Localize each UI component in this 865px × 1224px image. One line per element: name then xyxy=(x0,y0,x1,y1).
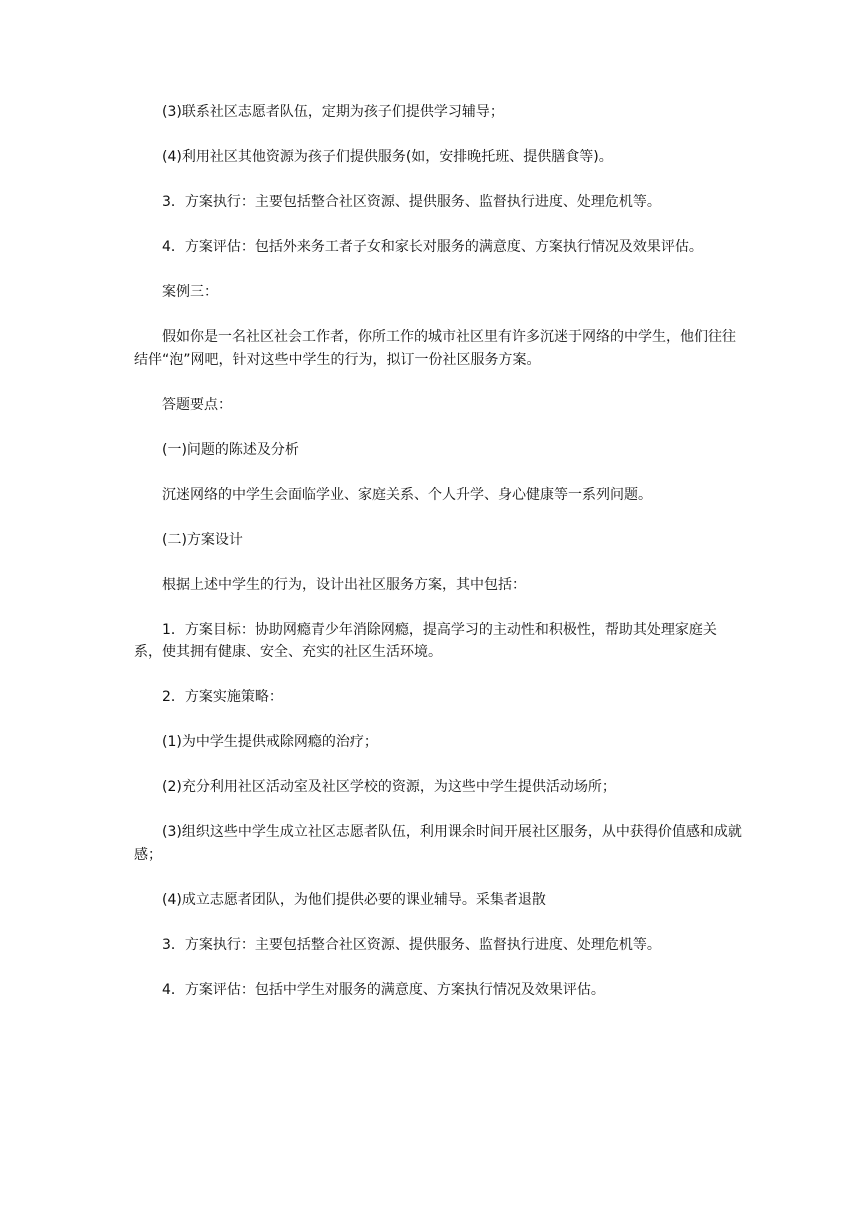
strategy-item-2: (2)充分利用社区活动室及社区学校的资源，为这些中学生提供活动场所； xyxy=(162,779,616,795)
case-three-heading: 案例三： xyxy=(162,284,218,300)
strategy-item-3: (3)组织这些中学生成立社区志愿者队伍，利用课余时间开展社区服务，从中获得价值感和成就感； xyxy=(134,824,742,863)
paragraph-3: 3．方案执行：主要包括整合社区资源、提供服务、监督执行进度、处理危机等。 xyxy=(162,194,661,210)
answer-points-heading: 答题要点： xyxy=(162,396,232,413)
strategy-heading: 2．方案实施策略： xyxy=(162,689,283,705)
strategy-item-1: (1)为中学生提供戒除网瘾的治疗； xyxy=(162,734,378,750)
plan-evaluation: 4．方案评估：包括中学生对服务的满意度、方案执行情况及效果评估。 xyxy=(162,981,605,998)
design-intro: 根据上述中学生的行为，设计出社区服务方案，其中包括： xyxy=(162,576,526,593)
strategy-item-4: (4)成立志愿者团队，为他们提供必要的课业辅导。采集者退散 xyxy=(162,891,546,908)
case-description: 假如你是一名社区社会工作者，你所工作的城市社区里有许多沉迷于网络的中学生，他们往往结伴“泡”网吧，针对这些中学生的行为，拟订一份社区服务方案。 xyxy=(134,329,736,368)
plan-execution: 3．方案执行：主要包括整合社区资源、提供服务、监督执行进度、处理危机等。 xyxy=(162,936,661,953)
plan-goal: 1．方案目标：协助网瘾青少年消除网瘾，提高学习的主动性和积极性，帮助其处理家庭关系，使其拥有健康、安全、充实的社区生活环境。 xyxy=(134,621,717,660)
paragraph-1: (3)联系社区志愿者队伍，定期为孩子们提供学习辅导； xyxy=(162,104,504,120)
problem-statement: 沉迷网络的中学生会面临学业、家庭关系、个人升学、身心健康等一系列问题。 xyxy=(162,486,652,503)
section-one-heading: (一)问题的陈述及分析 xyxy=(162,441,299,458)
paragraph-2: (4)利用社区其他资源为孩子们提供服务(如，安排晚托班、提供膳食等)。 xyxy=(162,149,613,165)
document-body xyxy=(134,101,742,1024)
section-two-heading: (二)方案设计 xyxy=(162,531,243,548)
paragraph-4: 4．方案评估：包括外来务工者子女和家长对服务的满意度、方案执行情况及效果评估。 xyxy=(162,239,703,255)
